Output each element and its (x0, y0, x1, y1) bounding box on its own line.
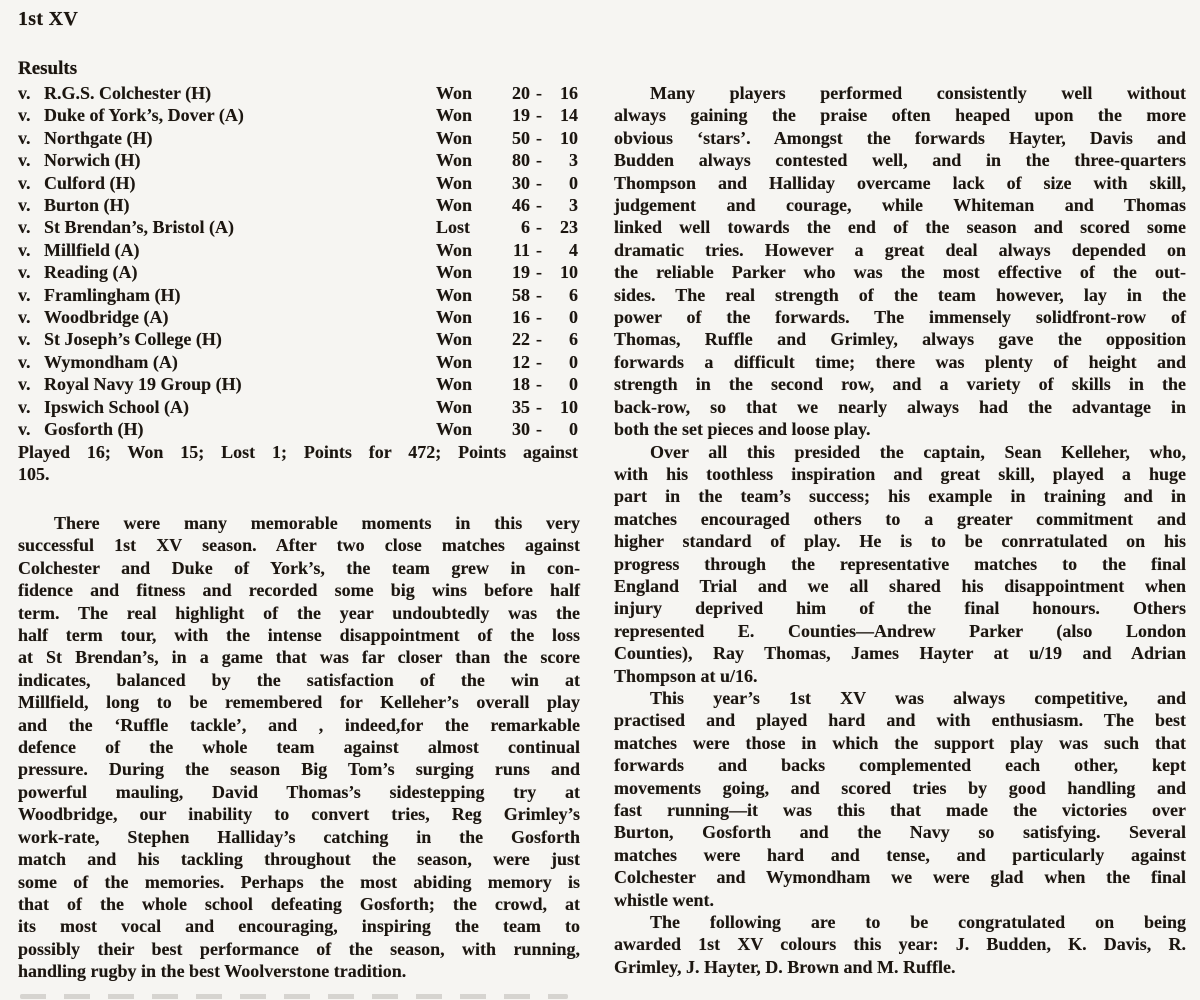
opponent-name: Framlingham (H) (44, 284, 181, 305)
match-result: Won (436, 83, 473, 103)
match-result: Won (436, 351, 473, 372)
text-line: work-rate, Stephen Halliday’s catching in the Gosforth (18, 826, 580, 847)
text-line: movements going, and scored tries by good handling and (614, 777, 1186, 798)
text-line: injury deprived him of the final honours. Others (614, 598, 1186, 619)
text-line: Colchester and Wymondham we were glad when the final (614, 867, 1186, 888)
score-for: 58 (512, 284, 530, 305)
versus-marker: v. (18, 284, 31, 305)
versus-marker: v. (18, 172, 31, 193)
opponent-name: Wymondham (A) (44, 351, 178, 372)
result-row (18, 104, 578, 126)
result-row (18, 351, 578, 373)
versus-marker: v. (18, 396, 31, 417)
match-result: Lost (436, 217, 471, 238)
result-row (18, 328, 578, 350)
result-row (18, 216, 578, 238)
score-against: 3 (569, 195, 578, 216)
text-line: fast running—it was this that made the victories over (614, 800, 1186, 820)
text-line: pressure. During the season Big Tom’s surging runs and (18, 759, 580, 780)
score-dash: - (536, 217, 542, 238)
text-line: Counties), Ray Thomas, James Hayter at u/19 and Adrian (614, 643, 1186, 664)
text-line: This year’s 1st XV was always competitive, and (650, 687, 1186, 708)
score-dash: - (536, 307, 542, 328)
opponent-name: Culford (H) (44, 172, 136, 193)
text-line: successful 1st XV season. After two close matches against (18, 535, 580, 556)
right-paragraph-4 (614, 911, 1186, 978)
versus-marker: v. (18, 419, 31, 440)
result-row (18, 149, 578, 171)
match-result: Won (436, 307, 473, 328)
result-row (18, 306, 578, 328)
text-line: that of the whole school defeating Gosforth; the crowd, at (18, 893, 580, 914)
text-line: higher standard of play. He is to be conrratulated on his (614, 531, 1186, 552)
score-against: 16 (560, 83, 578, 103)
score-against: 10 (560, 262, 578, 283)
result-row (18, 373, 578, 395)
result-row (18, 418, 578, 440)
text-line: Thomas, Ruffle and Grimley, always gave the opposition (614, 329, 1186, 350)
text-line: Budden always contested well, and in the three-quarters (614, 150, 1186, 171)
score-for: 18 (512, 374, 530, 395)
text-line: the reliable Parker who was the most effective of the out- (614, 262, 1186, 283)
opponent-name: Reading (A) (44, 262, 138, 283)
opponent-name: Duke of York’s, Dover (A) (44, 105, 244, 126)
text-line: 105. (18, 463, 50, 484)
opponent-name: Millfield (A) (44, 239, 140, 260)
text-line: matches were those in which the support play was such that (614, 732, 1186, 753)
versus-marker: v. (18, 105, 31, 126)
match-result: Won (436, 150, 473, 171)
match-result: Won (436, 172, 473, 193)
versus-marker: v. (18, 307, 31, 328)
text-line: Colchester and Duke of York’s, the team grew in con- (18, 557, 580, 578)
versus-marker: v. (18, 195, 31, 216)
score-dash: - (536, 105, 542, 126)
text-line: handling rugby in the best Woolverstone tradition. (18, 961, 407, 982)
text-line: match and his tackling throughout the season, were just (18, 849, 580, 870)
match-result: Won (436, 195, 473, 216)
versus-marker: v. (18, 217, 31, 238)
score-for: 19 (512, 105, 530, 126)
text-line: linked well towards the end of the season and scored some (614, 217, 1186, 238)
text-line: Thompson at u/16. (614, 665, 758, 686)
text-line: sides. The real strength of the team however, lay in the (614, 284, 1186, 305)
text-line: power of the forwards. The immensely solidfront-row of (614, 307, 1186, 328)
result-row (18, 127, 578, 149)
score-against: 0 (569, 351, 578, 372)
score-against: 0 (569, 172, 578, 193)
versus-marker: v. (18, 150, 31, 171)
opponent-name: Gosforth (H) (44, 419, 144, 440)
score-dash: - (536, 284, 542, 305)
match-result: Won (436, 239, 473, 260)
match-result: Won (436, 419, 473, 440)
score-against: 10 (560, 396, 578, 417)
score-dash: - (536, 150, 542, 171)
score-for: 22 (512, 329, 530, 350)
results-heading: Results (18, 58, 78, 79)
text-line: its most vocal and encouraging, inspiring the team to (18, 916, 580, 937)
text-line: powerful mauling, David Thomas’s sidestepping try at (18, 781, 580, 802)
result-row (18, 172, 578, 194)
text-line: Woodbridge, our inability to convert tries, Reg Grimley’s (18, 804, 580, 825)
score-for: 80 (512, 150, 530, 171)
text-line: indicates, balanced by the satisfaction of the win at (18, 669, 580, 690)
right-paragraph-2 (614, 441, 1186, 687)
versus-marker: v. (18, 351, 31, 372)
opponent-name: R.G.S. Colchester (H) (44, 83, 212, 103)
score-against: 4 (569, 239, 578, 260)
score-dash: - (536, 127, 542, 148)
match-result: Won (436, 105, 473, 126)
score-against: 6 (569, 284, 578, 305)
text-line: practised and played hard and with enthusiasm. The best (614, 710, 1186, 731)
versus-marker: v. (18, 329, 31, 350)
text-line: Grimley, J. Hayter, D. Brown and M. Ruffle. (614, 956, 956, 977)
text-line: England Trial and we all shared his disappointment when (614, 575, 1186, 596)
text-line: Played 16; Won 15; Lost 1; Points for 472; Points against (18, 441, 578, 462)
text-line: awarded 1st XV colours this year: J. Budden, K. Davis, R. (614, 934, 1186, 955)
score-dash: - (536, 419, 542, 440)
score-dash: - (536, 195, 542, 216)
text-line: represented E. Counties—Andrew Parker (also London (614, 620, 1186, 641)
text-line: fidence and fitness and recorded some big wins before half (18, 580, 580, 601)
right-paragraph-3 (614, 687, 1186, 911)
text-line: at St Brendan’s, in a game that was far closer than the score (18, 647, 580, 668)
opponent-name: St Brendan’s, Bristol (A) (44, 217, 235, 238)
text-line: and the ‘Ruffle tackle’, and , indeed,for the remarkable (18, 714, 580, 735)
score-dash: - (536, 374, 542, 395)
result-row (18, 82, 578, 104)
page-title: 1st XV (18, 8, 79, 30)
left-column-paragraph (18, 512, 580, 983)
score-for: 11 (512, 239, 530, 260)
opponent-name: Northgate (H) (44, 127, 153, 148)
text-line: Over all this presided the captain, Sean Kelleher, who, (650, 441, 1186, 462)
text-line: obvious ‘stars’. Amongst the forwards Hayter, Davis and (614, 127, 1186, 148)
score-for: 16 (512, 307, 530, 328)
text-line: Burton, Gosforth and the Navy so satisfying. Several (614, 822, 1186, 843)
results-table (18, 82, 578, 441)
text-line: Many players performed consistently well without (650, 83, 1186, 103)
versus-marker: v. (18, 127, 31, 148)
text-line: The following are to be congratulated on being (650, 912, 1186, 933)
right-column (614, 82, 1186, 978)
score-dash: - (536, 262, 542, 283)
text-line: judgement and courage, while Whiteman and Thomas (614, 195, 1186, 216)
versus-marker: v. (18, 239, 31, 260)
versus-marker: v. (18, 83, 31, 103)
text-line: term. The real highlight of the year undoubtedly was the (18, 602, 580, 623)
score-against: 6 (569, 329, 578, 350)
opponent-name: Woodbridge (A) (44, 307, 169, 328)
text-line: some of the memories. Perhaps the most abiding memory is (18, 871, 580, 892)
score-dash: - (536, 239, 542, 260)
score-for: 30 (512, 172, 530, 193)
score-dash: - (536, 329, 542, 350)
results-summary (18, 441, 578, 486)
match-result: Won (436, 284, 473, 305)
score-against: 10 (560, 127, 578, 148)
score-against: 0 (569, 374, 578, 395)
result-row (18, 284, 578, 306)
text-line: part in the team’s success; his example in training and in (614, 486, 1186, 507)
result-row (18, 396, 578, 418)
versus-marker: v. (18, 374, 31, 395)
versus-marker: v. (18, 262, 31, 283)
score-for: 30 (512, 419, 530, 440)
match-result: Won (436, 127, 473, 148)
text-line: whistle went. (614, 889, 714, 910)
text-line: dramatic tries. However a great deal always depended on (614, 239, 1186, 260)
match-result: Won (436, 374, 473, 395)
text-line: defence of the whole team against almost continual (18, 737, 580, 758)
text-line: matches were hard and tense, and particularly against (614, 844, 1186, 865)
right-paragraph-1 (614, 82, 1186, 441)
text-line: back-row, so that we nearly always had the advantage in (614, 396, 1186, 417)
score-against: 0 (569, 307, 578, 328)
text-line: There were many memorable moments in this very (54, 513, 580, 533)
text-line: possibly their best performance of the season, with running, (18, 938, 580, 959)
text-line: always gaining the praise often heaped upon the more (614, 105, 1186, 126)
result-row (18, 261, 578, 283)
text-line: forwards and backs complemented each other, kept (614, 755, 1186, 776)
score-for: 46 (512, 195, 530, 216)
match-result: Won (436, 262, 473, 283)
score-dash: - (536, 351, 542, 372)
score-for: 19 (512, 262, 530, 283)
score-dash: - (536, 83, 542, 103)
opponent-name: Norwich (H) (44, 150, 141, 171)
opponent-name: Royal Navy 19 Group (H) (44, 374, 242, 395)
text-line: Thompson and Halliday overcame lack of size with skill, (614, 172, 1186, 193)
scan-cutoff-artifact (20, 994, 568, 999)
text-line: with his toothless inspiration and great skill, played a huge (614, 463, 1186, 484)
score-against: 23 (560, 217, 578, 238)
score-against: 14 (560, 105, 578, 126)
score-against: 0 (569, 419, 578, 440)
text-line: progress through the representative matches to the final (614, 553, 1186, 574)
opponent-name: Burton (H) (44, 195, 130, 216)
text-line: forwards a difficult time; there was plenty of height and (614, 351, 1186, 372)
score-against: 3 (569, 150, 578, 171)
text-line: strength in the second row, and a variety of skills in the (614, 374, 1186, 395)
score-dash: - (536, 172, 542, 193)
text-line: Millfield, long to be remembered for Kelleher’s overall play (18, 692, 580, 713)
match-result: Won (436, 329, 473, 350)
result-row (18, 239, 578, 261)
text-line: half term tour, with the intense disappointment of the loss (18, 625, 580, 646)
result-row (18, 194, 578, 216)
score-for: 6 (521, 217, 530, 238)
score-for: 12 (512, 351, 530, 372)
opponent-name: St Joseph’s College (H) (44, 329, 222, 350)
text-line: matches encouraged others to a greater commitment and (614, 508, 1186, 529)
text-line: both the set pieces and loose play. (614, 419, 871, 440)
score-for: 35 (512, 396, 530, 417)
opponent-name: Ipswich School (A) (44, 396, 190, 417)
score-dash: - (536, 396, 542, 417)
score-for: 50 (512, 127, 530, 148)
results-section (18, 56, 578, 485)
score-for: 20 (512, 83, 530, 103)
match-result: Won (436, 396, 473, 417)
